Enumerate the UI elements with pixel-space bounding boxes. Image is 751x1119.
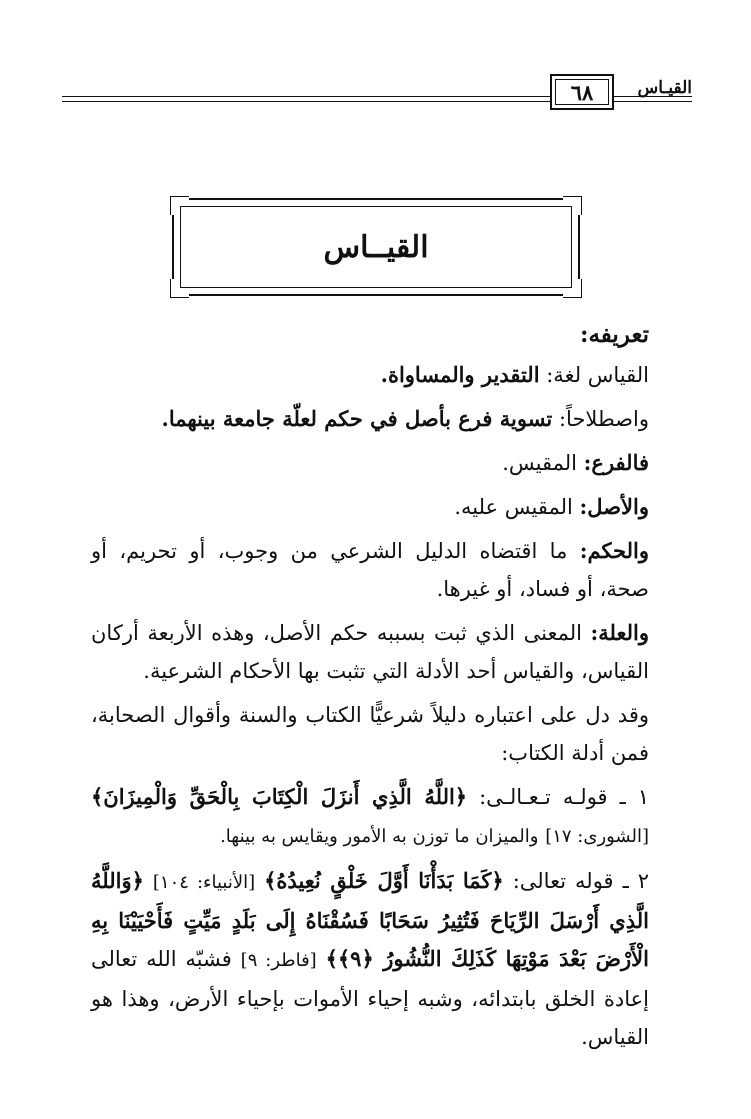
page-header <box>62 78 692 122</box>
lang-value: التقدير والمساواة. <box>380 362 540 387</box>
chapter-title: القيــاس <box>323 229 429 265</box>
item2-verse: ﴿كَمَا بَدَأْنَا أَوَّلَ خَلْقٍ نُعِيدُهُ﴾ <box>264 868 504 893</box>
origin-definition <box>91 488 649 526</box>
language-definition <box>91 356 649 394</box>
branch-label: فالفرع: <box>583 450 649 475</box>
ruling-value: ما اقتضاه الدليل الشرعي من وجوب، أو تحريم، أو صحة، أو فساد، أو غيرها. <box>91 539 649 601</box>
evidence-item-2 <box>91 862 649 1056</box>
cause-definition <box>91 614 649 690</box>
item1-comment: والميزان ما توزن به الأمور ويقايس به بينها. <box>220 826 539 847</box>
item2-ref-2: [فاطر: ٩] <box>240 950 317 971</box>
term-definition <box>91 400 649 438</box>
item1-verse: ﴿اللَّهُ الَّذِي أَنزَلَ الْكِتَابَ بِالْحَقِّ وَالْمِيزَانَ﴾ <box>91 784 468 809</box>
branch-value: المقيس. <box>502 451 577 475</box>
page-number-text: ٦٨ <box>570 79 594 105</box>
lang-label: القياس لغة: <box>546 363 649 387</box>
evidence-intro: وقد دل على اعتباره دليلاً شرعيًّا الكتاب والسنة وأقوال الصحابة، فمن أدلة الكتاب: <box>91 703 649 765</box>
item1-ref: [الشورى: ١٧] <box>545 826 649 847</box>
definition-heading: تعريفه: <box>579 321 649 348</box>
ruling-definition <box>91 532 649 608</box>
chapter-title-frame <box>172 198 580 296</box>
term-value: تسوية فرع بأصل في حكم لعلّة جامعة بينهما. <box>161 406 553 431</box>
ruling-label: والحكم: <box>579 538 649 563</box>
origin-label: والأصل: <box>579 494 649 519</box>
evidence-item-1 <box>91 778 649 856</box>
cause-value: المعنى الذي ثبت بسببه حكم الأصل، وهذه الأربعة أركان القياس، والقياس أحد الأدلة التي تثبت بها الأحكام الشرعية. <box>91 621 649 683</box>
item2-comment: فشبّه الله تعالى إعادة الخلق بابتدائه، وشبه إحياء الأموات بإحياء الأرض، وهذا هو القياس. <box>91 947 649 1049</box>
item1-prefix: ١ ـ قولـه تـعـالـى: <box>479 785 649 809</box>
page-body <box>91 316 649 1062</box>
page-number <box>550 74 614 110</box>
branch-definition <box>91 444 649 482</box>
item2-ref: [الأنبياء: ١٠٤] <box>152 872 256 893</box>
item2-verse-2: ﴿وَاللَّهُ الَّذِي أَرْسَلَ الرِّيَاحَ فَتُثِيرُ سَحَابًا فَسُقْنَاهُ إِلَى بَلَدٍ مَيِّتٍ فَأَحْيَيْنَا بِهِ الْأَرْضَ بَعْدَ مَوْتِهَا كَذَلِكَ النُّشُورُ ﴿٩﴾﴾ <box>91 868 649 971</box>
term-label: واصطلاحاً: <box>558 407 649 431</box>
cause-label: والعلة: <box>590 620 649 645</box>
running-title: القيـاس <box>637 78 692 98</box>
origin-value: المقيس عليه. <box>454 495 573 519</box>
item2-prefix: ٢ ـ قوله تعالى: <box>512 869 649 893</box>
